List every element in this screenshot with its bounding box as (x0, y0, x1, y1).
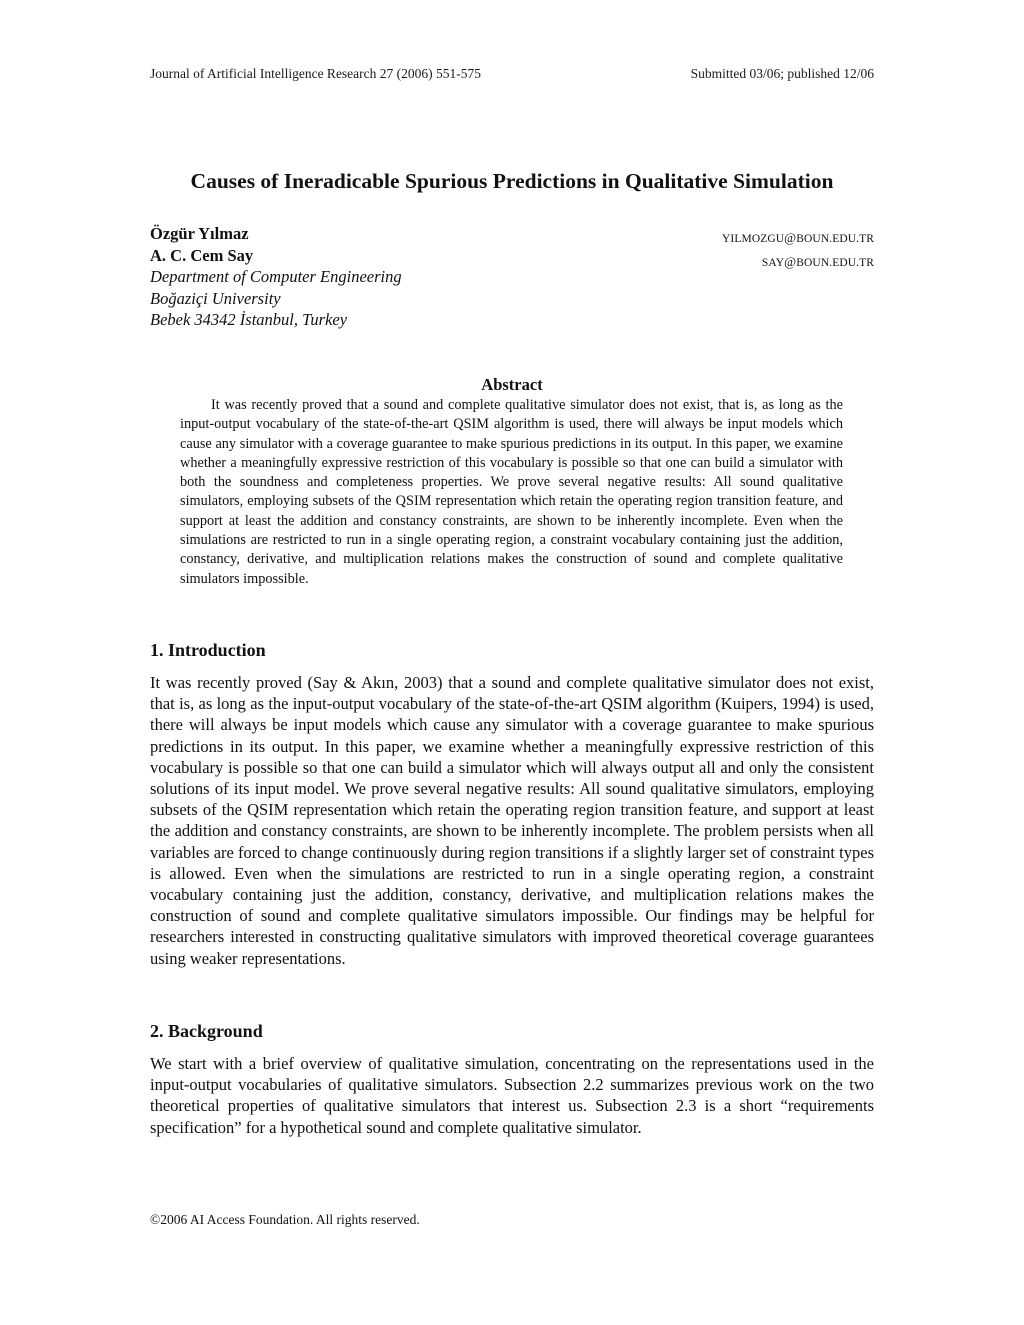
email-user: YILMOZGU (722, 233, 785, 245)
author-name-2: A. C. Cem Say (150, 245, 254, 265)
author-email-2[interactable] (722, 251, 874, 275)
section-heading-background: 2. Background (150, 1021, 263, 1041)
journal-citation: Journal of Artificial Intelligence Research 27 (2006) 551-575 (150, 66, 482, 81)
at-sign: @ (784, 230, 797, 245)
submission-dates: Submitted 03/06; published 12/06 (690, 66, 874, 81)
affiliation-address: Bebek 34342 İstanbul, Turkey (150, 310, 348, 329)
affiliation-department: Department of Computer Engineering (150, 267, 402, 286)
copyright-footer: ©2006 AI Access Foundation. All rights reserved. (150, 1212, 420, 1227)
section-heading-introduction: 1. Introduction (150, 640, 266, 660)
paper-title: Causes of Ineradicable Spurious Predictions in Qualitative Simulation (190, 169, 834, 193)
email-domain: BOUN.EDU.TR (796, 233, 874, 245)
email-user: SAY (761, 256, 785, 269)
author-email-1[interactable] (722, 227, 874, 251)
abstract-text: It was recently proved that a sound and complete qualitative simulator does not exist, that is, as long as the input-output vocabulary of the state-of-the-art QSIM algorithm is used, there will always be input models which cause any simulator with a coverage guarantee to make spurious predictions in its output. In this paper, we examine whether a meaningfully expressive restriction of this vocabulary is possible so that one can build a simulator with both the soundness and completeness properties. We prove several negative results: All sound qualitative simulators, employing subsets of the QSIM representation which retain the operating region transition feature, and support at least the addition and constancy constraints, are shown to be inherently incomplete. Even when the simulations are restricted to run in a single operating region, a constraint vocabulary containing just the addition, constancy, derivative, and multiplication relations makes the construction of sound and complete qualitative simulators impossible. (180, 397, 843, 587)
author-block (150, 223, 402, 331)
affiliation-university: Boğaziçi University (150, 288, 281, 308)
background-paragraph: We start with a brief overview of qualitative simulation, concentrating on the representations used in the input-output vocabularies of qualitative simulators. Subsection 2.2 summarizes previous work on the two theoretical properties of qualitative simulators that interest us. Subsection 2.3 is a short “requirements specification” for a hypothetical sound and complete qualitative simulator. (150, 1054, 874, 1137)
introduction-paragraph: It was recently proved (Say & Akın, 2003) that a sound and complete qualitative simulator does not exist, that is, as long as the input-output vocabulary of the state-of-the-art QSIM algorithm (Kuipers, 1994) is used, there will always be input models which cause any simulator with a coverage guarantee to make spurious predictions in its output. In this paper, we examine whether a meaningfully expressive restriction of this vocabulary is possible so that one can build a simulator which will always output all and only the consistent solutions of its input model. We prove several negative results: All sound qualitative simulators, employing subsets of the QSIM representation which retain the operating region transition feature, and support at least the addition and constancy constraints, are shown to be inherently incomplete. The problem persists when all variables are forced to change continuously during region transitions if a slightly larger set of constraint types is allowed. Even when the simulations are restricted to run in a single operating region, a constraint vocabulary containing just the addition, constancy, derivative, and multiplication relations makes the construction of sound and complete qualitative simulators impossible. Our findings may be helpful for researchers interested in constructing qualitative simulators with improved theoretical coverage guarantees using weaker representations. (150, 673, 874, 968)
author-name-1: Özgür Yılmaz (150, 224, 249, 243)
email-domain: BOUN.EDU.TR (796, 256, 874, 269)
running-header (150, 66, 874, 82)
email-block (722, 227, 874, 274)
abstract-heading: Abstract (481, 375, 543, 394)
at-sign: @ (784, 253, 797, 269)
